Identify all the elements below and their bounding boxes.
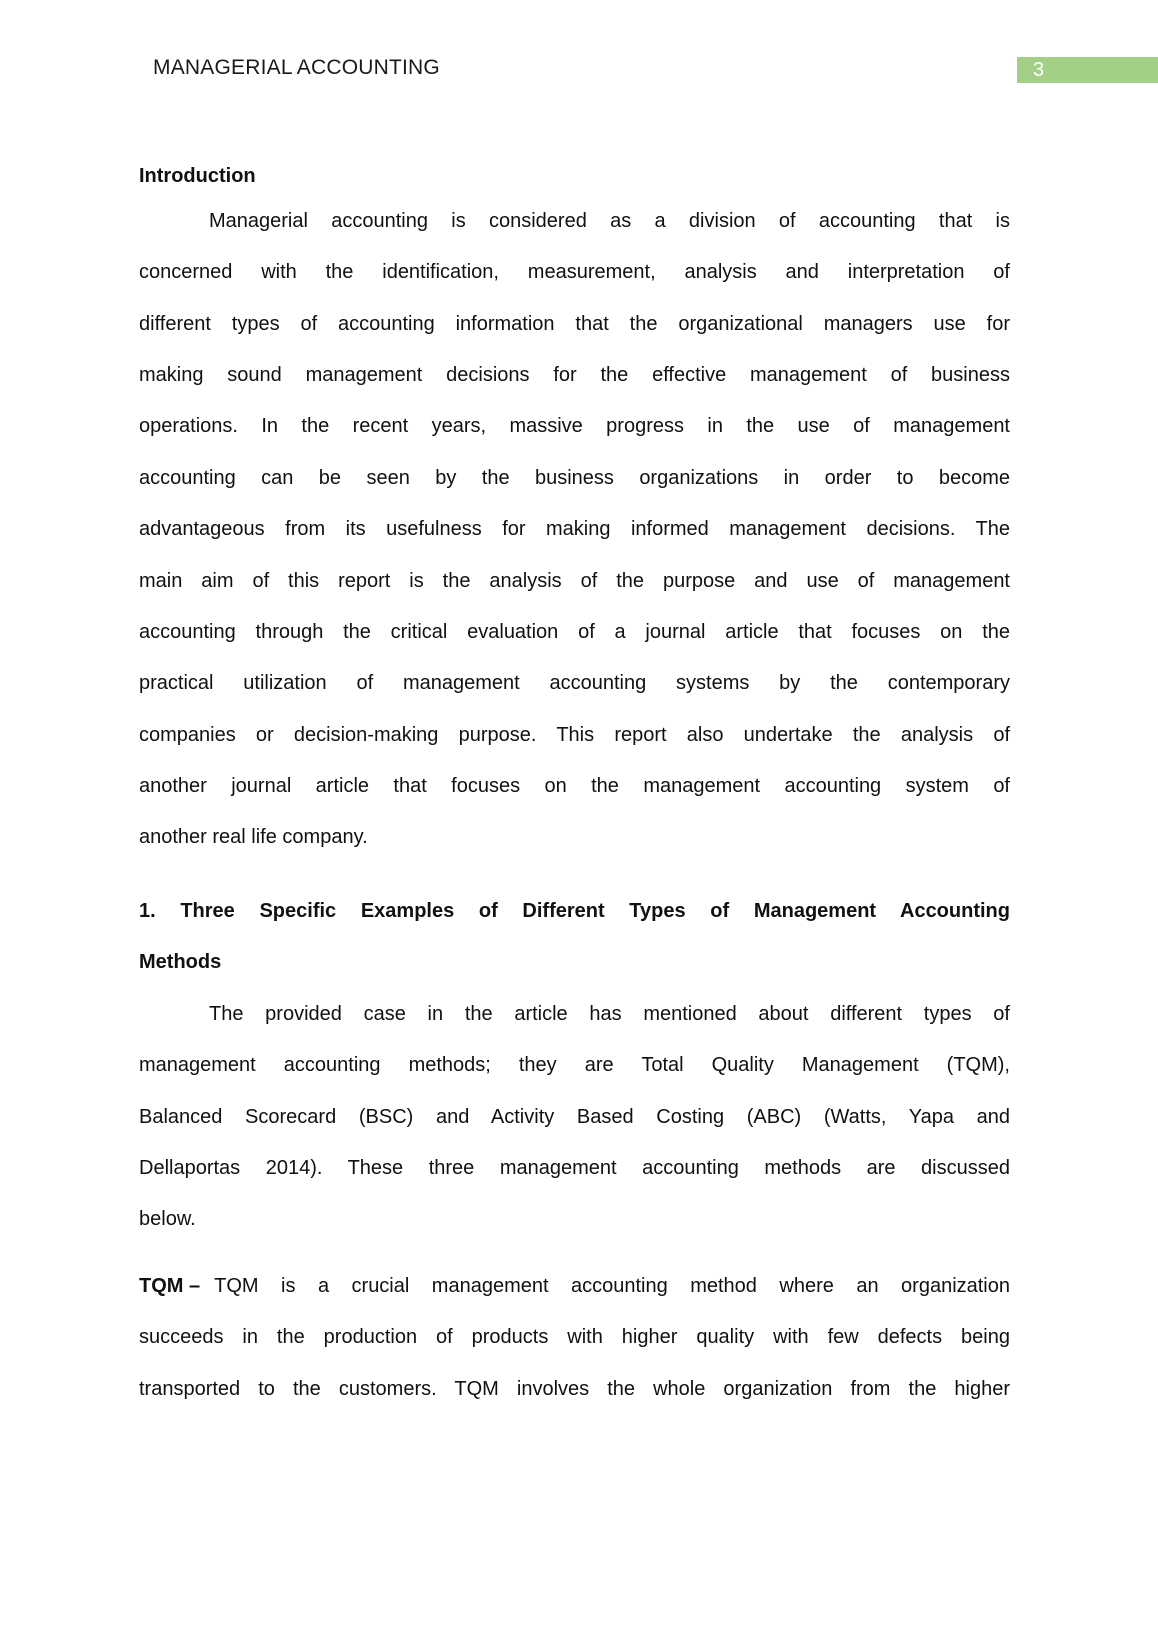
page-number-badge [1017, 57, 1158, 83]
paragraph-line: management accounting methods; they are Total Quality Management (TQM), [139, 1054, 1010, 1076]
paragraph-line: advantageous from its usefulness for making informed management decisions. The [139, 518, 1010, 540]
introduction-heading: Introduction [139, 165, 256, 187]
paragraph-line: companies or decision-making purpose. This report also undertake the analysis of [139, 724, 1010, 746]
paragraph-line: accounting through the critical evaluation of a journal article that focuses on the [139, 621, 1010, 643]
paragraph-line: The provided case in the article has mentioned about different types of [209, 1003, 1010, 1025]
paragraph-line: making sound management decisions for the effective management of business [139, 364, 1010, 386]
paragraph-line: Managerial accounting is considered as a division of accounting that is [209, 210, 1010, 232]
paragraph-line: another journal article that focuses on the management accounting system of [139, 775, 1010, 797]
page-number: 3 [1033, 59, 1045, 81]
running-header-title: MANAGERIAL ACCOUNTING [153, 56, 440, 79]
paragraph-line: transported to the customers. TQM involves the whole organization from the higher [139, 1378, 1010, 1400]
paragraph-line: different types of accounting information that the organizational managers use for [139, 313, 1010, 335]
paragraph-line [139, 1274, 1010, 1298]
paragraph-line: another real life company. [139, 826, 368, 848]
paragraph-line: operations. In the recent years, massive progress in the use of management [139, 415, 1010, 437]
paragraph-line: practical utilization of management accounting systems by the contemporary [139, 672, 1010, 694]
section-heading-line: Methods [139, 951, 222, 973]
paragraph-line: concerned with the identification, measurement, analysis and interpretation of [139, 261, 1010, 283]
paragraph-line: accounting can be seen by the business organizations in order to become [139, 467, 1010, 489]
paragraph-line: Dellaportas 2014). These three management accounting methods are discussed [139, 1157, 1010, 1179]
tqm-first-line-text: TQM is a crucial management accounting method where an organization [214, 1275, 1010, 1297]
paragraph-line: main aim of this report is the analysis of the purpose and use of management [139, 570, 1010, 592]
section-heading-line: 1. Three Specific Examples of Different Types of Management Accounting [139, 900, 1010, 922]
paragraph-line: below. [139, 1208, 196, 1230]
paragraph-line: Balanced Scorecard (BSC) and Activity Based Costing (ABC) (Watts, Yapa and [139, 1106, 1010, 1128]
paragraph-line: succeeds in the production of products with higher quality with few defects being [139, 1326, 1010, 1348]
tqm-label: TQM – [139, 1275, 201, 1297]
